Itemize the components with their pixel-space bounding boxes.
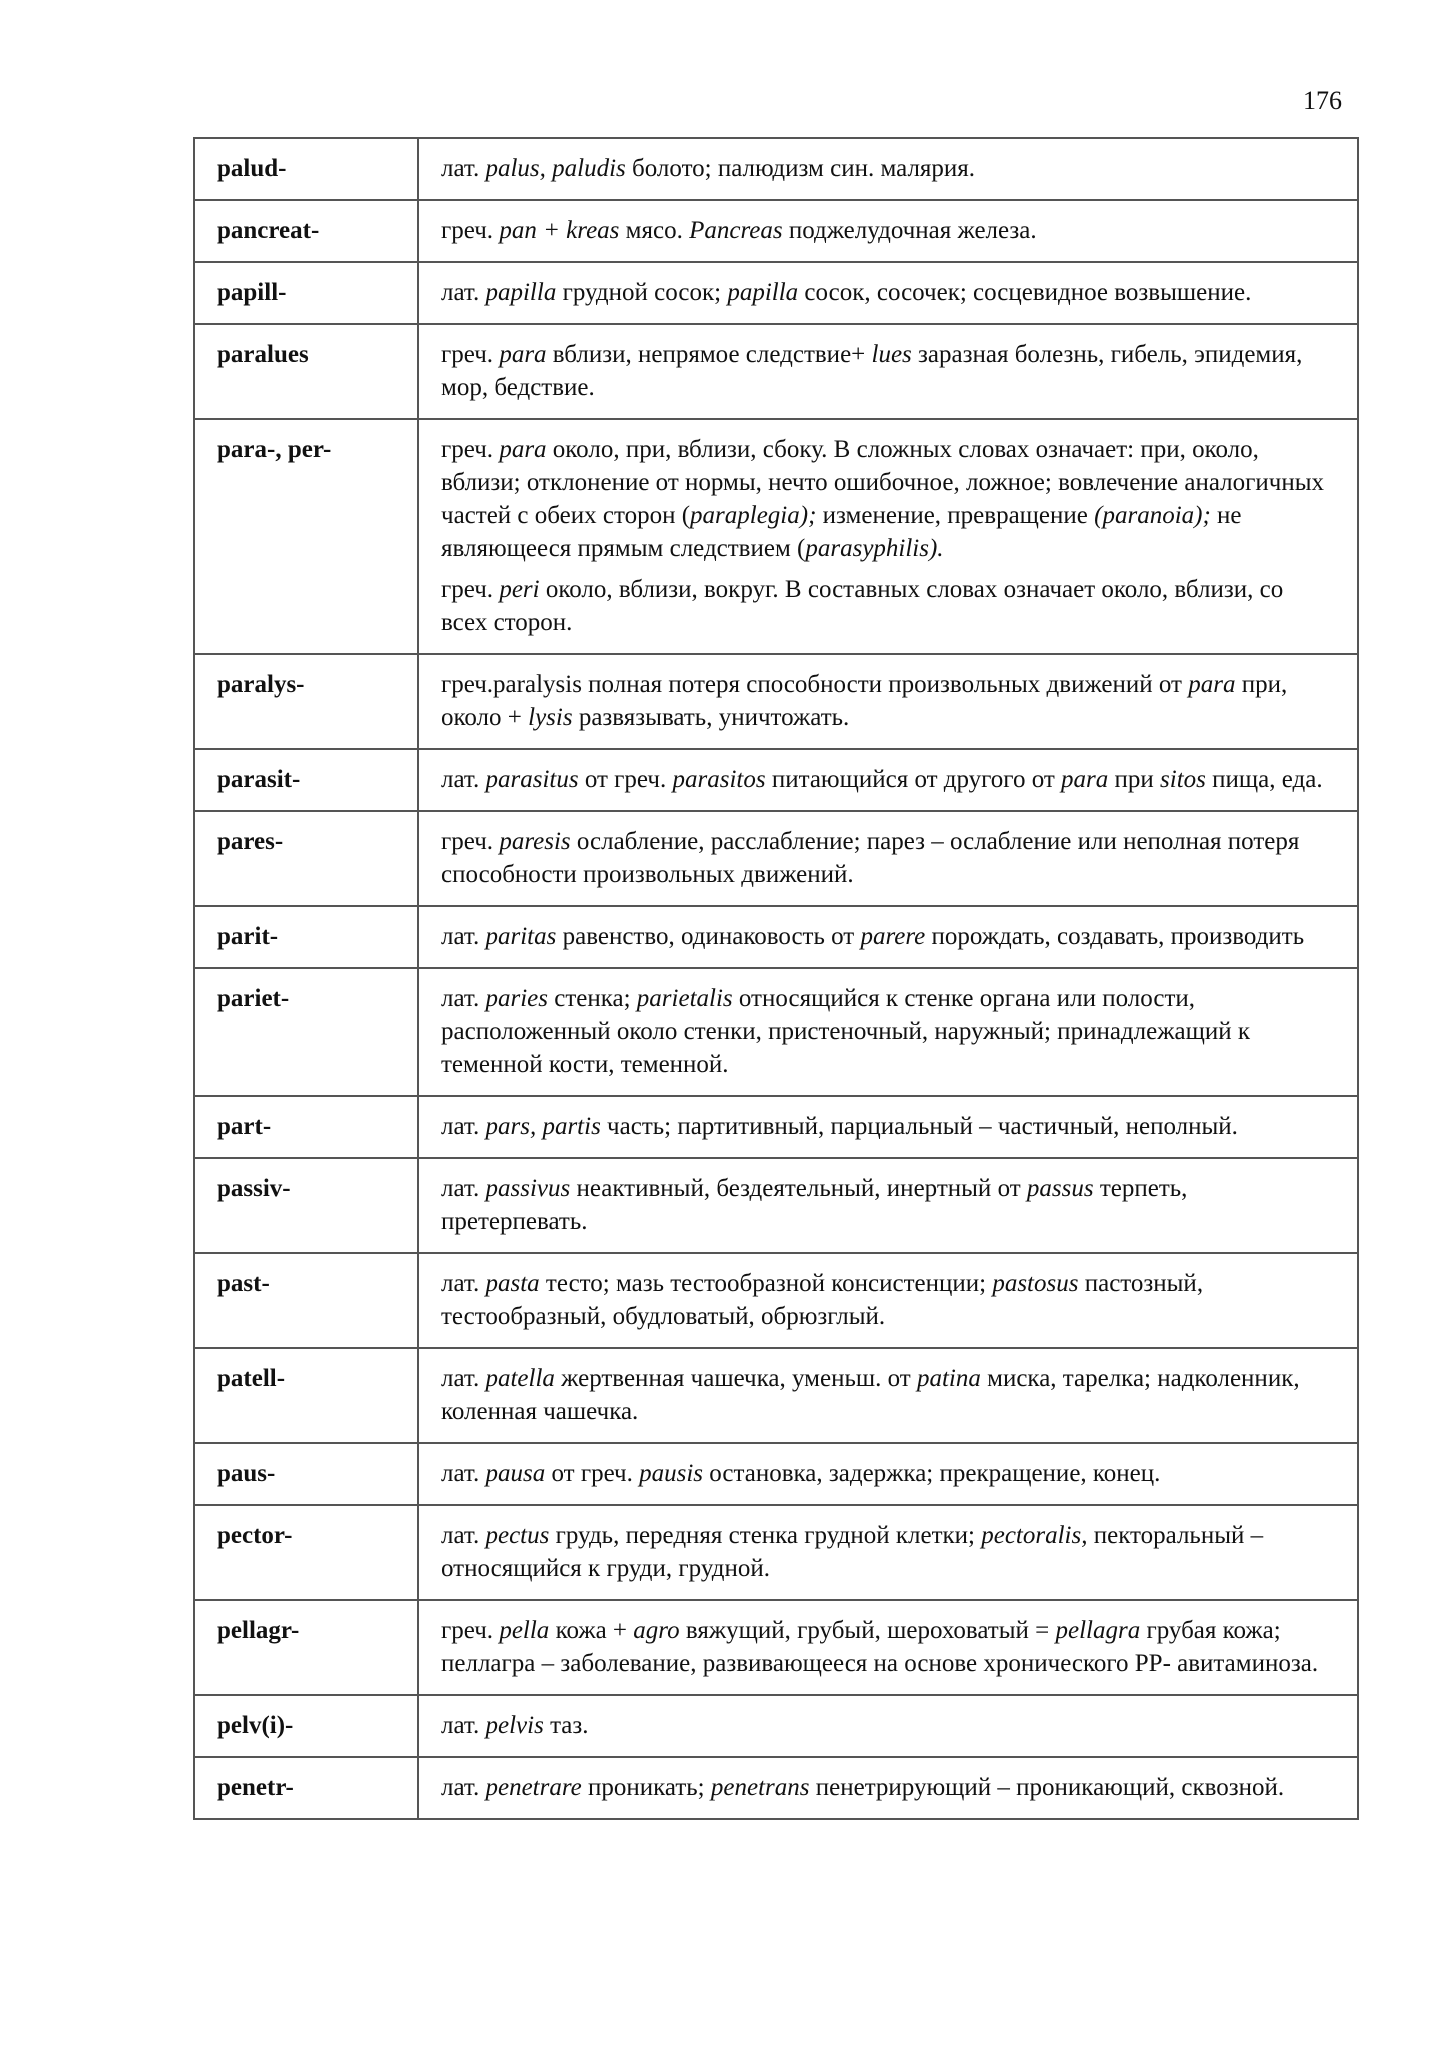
definition-cell	[418, 654, 1358, 749]
italic-term: patina	[916, 1365, 981, 1392]
table-row	[194, 1443, 1358, 1505]
definition-text: греч.	[441, 436, 500, 463]
glossary-table	[193, 137, 1359, 1820]
term-cell: patell-	[194, 1348, 418, 1443]
definition-text: питающийся от другого от	[765, 766, 1062, 793]
definition-cell	[418, 906, 1358, 968]
definition-text: греч.	[441, 341, 500, 368]
term-cell: paralys-	[194, 654, 418, 749]
definition-paragraph	[441, 1362, 1335, 1428]
definition-text: изменение, превращение	[816, 502, 1095, 529]
italic-term: pelvis	[485, 1712, 544, 1739]
italic-term: papilla	[485, 279, 557, 306]
italic-term: pausis	[639, 1460, 704, 1487]
italic-term: paraplegia);	[690, 502, 817, 529]
definition-text: поджелудочная железа.	[782, 217, 1037, 244]
definition-text: лат.	[441, 279, 486, 306]
term-cell: pares-	[194, 811, 418, 906]
italic-term: pan + kreas	[499, 217, 620, 244]
definition-paragraph	[441, 1709, 1335, 1742]
definition-cell	[418, 1505, 1358, 1600]
definition-text: таз.	[543, 1712, 589, 1739]
italic-term: passus	[1026, 1175, 1094, 1202]
definition-text: болото; палюдизм син. малярия.	[625, 155, 976, 182]
table-row	[194, 200, 1358, 262]
italic-term: lues	[871, 341, 912, 368]
italic-term: passivus	[485, 1175, 571, 1202]
definition-paragraph	[441, 214, 1335, 247]
italic-term: penetrare	[485, 1774, 582, 1801]
italic-term: pellagra	[1055, 1617, 1141, 1644]
definition-cell	[418, 1757, 1358, 1819]
definition-paragraph	[441, 920, 1335, 953]
definition-cell	[418, 749, 1358, 811]
italic-term: palus, paludis	[485, 155, 626, 182]
definition-text: пастозный, тестообразный, обудловатый, обрюзглый.	[441, 1270, 1204, 1330]
definition-text: грудь, передняя стенка грудной клетки;	[549, 1522, 982, 1549]
italic-term: agro	[633, 1617, 680, 1644]
definition-text: лат.	[441, 1460, 486, 1487]
definition-text: равенство, одинаковость от	[556, 923, 861, 950]
definition-text: терпеть, претерпевать.	[441, 1175, 1188, 1235]
italic-term: para	[1061, 766, 1109, 793]
italic-term: Pancreas	[689, 217, 783, 244]
term-cell: pelv(i)-	[194, 1695, 418, 1757]
definition-paragraph	[441, 1614, 1335, 1680]
table-row	[194, 654, 1358, 749]
table-row	[194, 1348, 1358, 1443]
definition-paragraph	[441, 573, 1335, 639]
definition-text: греч.	[441, 576, 500, 603]
definition-paragraph	[441, 338, 1335, 404]
definition-text: часть; партитивный, парциальный – частичный, неполный.	[600, 1113, 1238, 1140]
italic-term: para	[499, 436, 547, 463]
definition-paragraph	[441, 668, 1335, 734]
definition-paragraph	[441, 433, 1335, 565]
definition-text: тесто; мазь тестообразной консистенции;	[539, 1270, 993, 1297]
definition-paragraph	[441, 1519, 1335, 1585]
term-cell: para-, per-	[194, 419, 418, 654]
definition-text: миска, тарелка; надколенник, коленная чашечка.	[441, 1365, 1300, 1425]
definition-text: лат.	[441, 766, 486, 793]
definition-cell	[418, 1096, 1358, 1158]
definition-text: греч.	[441, 1617, 500, 1644]
definition-text: около, вблизи, вокруг. В составных словах означает около, вблизи, со всех сторон.	[441, 576, 1284, 636]
definition-cell	[418, 200, 1358, 262]
definition-text: развязывать, уничтожать.	[572, 704, 850, 731]
definition-text: ослабление, расслабление; парез – ослабление или неполная потеря способности произвольных движений.	[441, 828, 1300, 888]
definition-text: при, около +	[441, 671, 1288, 731]
term-cell: penetr-	[194, 1757, 418, 1819]
definition-text: не являющееся прямым следствием (	[441, 502, 1242, 562]
definition-text: кожа +	[549, 1617, 634, 1644]
italic-term: pastosus	[992, 1270, 1079, 1297]
definition-text: около, при, вблизи, сбоку. В сложных словах означает: при, около, вблизи; отклонение от нормы, нечто ошибочное, ложное; вовлечение аналогичных частей с обеих сторон (	[441, 436, 1325, 529]
definition-text: вблизи, непрямое следствие+	[546, 341, 872, 368]
italic-term: parietalis	[636, 985, 733, 1012]
definition-cell	[418, 262, 1358, 324]
definition-cell	[418, 1443, 1358, 1505]
definition-cell	[418, 138, 1358, 200]
definition-text: греч.	[441, 828, 500, 855]
italic-term: pectoralis,	[981, 1522, 1088, 1549]
definition-text: лат.	[441, 1113, 486, 1140]
italic-term: para	[1188, 671, 1236, 698]
definition-paragraph	[441, 1771, 1335, 1804]
definition-text: лат.	[441, 985, 486, 1012]
italic-term: paritas	[485, 923, 557, 950]
definition-cell	[418, 324, 1358, 419]
definition-text: пища, еда.	[1205, 766, 1323, 793]
definition-cell	[418, 811, 1358, 906]
table-row	[194, 1253, 1358, 1348]
term-cell: passiv-	[194, 1158, 418, 1253]
definition-text: пенетрирующий – проникающий, сквозной.	[809, 1774, 1285, 1801]
glossary-body	[194, 138, 1358, 1819]
definition-paragraph	[441, 276, 1335, 309]
definition-text: сосок, сосочек; сосцевидное возвышение.	[798, 279, 1252, 306]
definition-text: заразная болезнь, гибель, эпидемия, мор, бедствие.	[441, 341, 1303, 401]
table-row	[194, 324, 1358, 419]
italic-term: pella	[499, 1617, 550, 1644]
definition-text: лат.	[441, 1365, 486, 1392]
table-row	[194, 1695, 1358, 1757]
definition-text: мясо.	[619, 217, 690, 244]
italic-term: pasta	[485, 1270, 540, 1297]
term-cell: paus-	[194, 1443, 418, 1505]
term-cell: parasit-	[194, 749, 418, 811]
definition-paragraph	[441, 152, 1335, 185]
definition-cell	[418, 1253, 1358, 1348]
table-row	[194, 138, 1358, 200]
term-cell: part-	[194, 1096, 418, 1158]
definition-text: вяжущий, грубый, шероховатый =	[679, 1617, 1056, 1644]
definition-paragraph	[441, 982, 1335, 1081]
definition-paragraph	[441, 1172, 1335, 1238]
table-row	[194, 749, 1358, 811]
definition-text: лат.	[441, 155, 486, 182]
term-cell: paralues	[194, 324, 418, 419]
table-row	[194, 1505, 1358, 1600]
italic-term: parere	[860, 923, 926, 950]
definition-text: неактивный, бездеятельный, инертный от	[570, 1175, 1027, 1202]
definition-text: проникать;	[581, 1774, 711, 1801]
term-cell: pellagr-	[194, 1600, 418, 1695]
italic-term: paresis	[499, 828, 571, 855]
definition-text: относящийся к стенке органа или полости, расположенный около стенки, пристеночный, наружный; принадлежащий к теменной кости, теменной.	[441, 985, 1250, 1078]
table-row	[194, 1757, 1358, 1819]
term-cell: past-	[194, 1253, 418, 1348]
italic-term: parasitus	[485, 766, 579, 793]
table-row	[194, 1096, 1358, 1158]
definition-text: греч.	[441, 217, 500, 244]
table-row	[194, 906, 1358, 968]
definition-paragraph	[441, 1267, 1335, 1333]
definition-paragraph	[441, 1457, 1335, 1490]
page-number: 176	[1303, 86, 1342, 115]
definition-cell	[418, 968, 1358, 1096]
italic-term: pectus	[485, 1522, 550, 1549]
definition-text: лат.	[441, 923, 486, 950]
table-row	[194, 1600, 1358, 1695]
italic-term: paries	[485, 985, 548, 1012]
definition-text: греч.paralysis полная потеря способности произвольных движений от	[441, 671, 1189, 698]
table-row	[194, 262, 1358, 324]
definition-text: порождать, создавать, производить	[925, 923, 1305, 950]
term-cell: palud-	[194, 138, 418, 200]
table-row	[194, 419, 1358, 654]
definition-text: стенка;	[547, 985, 637, 1012]
definition-text: при	[1108, 766, 1161, 793]
italic-term: lysis	[528, 704, 573, 731]
term-cell: parit-	[194, 906, 418, 968]
italic-term: penetrans	[710, 1774, 810, 1801]
definition-paragraph	[441, 1110, 1335, 1143]
definition-text: лат.	[441, 1712, 486, 1739]
definition-text: лат.	[441, 1522, 486, 1549]
definition-text: остановка, задержка; прекращение, конец.	[703, 1460, 1161, 1487]
definition-text: от греч.	[578, 766, 673, 793]
italic-term: peri	[499, 576, 540, 603]
term-cell: pariet-	[194, 968, 418, 1096]
italic-term: parasyphilis).	[805, 535, 944, 562]
table-row	[194, 1158, 1358, 1253]
definition-paragraph	[441, 763, 1335, 796]
definition-text: лат.	[441, 1270, 486, 1297]
definition-text: пекторальный – относящийся к груди, грудной.	[441, 1522, 1264, 1582]
term-cell: papill-	[194, 262, 418, 324]
definition-cell	[418, 419, 1358, 654]
definition-cell	[418, 1158, 1358, 1253]
italic-term: papilla	[727, 279, 799, 306]
italic-term: para	[499, 341, 547, 368]
italic-term: sitos	[1160, 766, 1206, 793]
definition-cell	[418, 1348, 1358, 1443]
definition-text: грубая кожа; пеллагра – заболевание, развивающееся на основе хронического PP- авитаминоза.	[441, 1617, 1319, 1677]
definition-cell	[418, 1600, 1358, 1695]
definition-text: от греч.	[545, 1460, 640, 1487]
definition-text: лат.	[441, 1774, 486, 1801]
italic-term: patella	[485, 1365, 555, 1392]
italic-term: pausa	[485, 1460, 546, 1487]
italic-term: parasitos	[672, 766, 766, 793]
italic-term: (paranoia);	[1094, 502, 1211, 529]
definition-text: лат.	[441, 1175, 486, 1202]
definition-paragraph	[441, 825, 1335, 891]
italic-term: pars, partis	[485, 1113, 601, 1140]
definition-text: грудной сосок;	[556, 279, 728, 306]
term-cell: pector-	[194, 1505, 418, 1600]
definition-text: жертвенная чашечка, уменьш. от	[554, 1365, 917, 1392]
definition-cell	[418, 1695, 1358, 1757]
table-row	[194, 968, 1358, 1096]
term-cell: pancreat-	[194, 200, 418, 262]
table-row	[194, 811, 1358, 906]
